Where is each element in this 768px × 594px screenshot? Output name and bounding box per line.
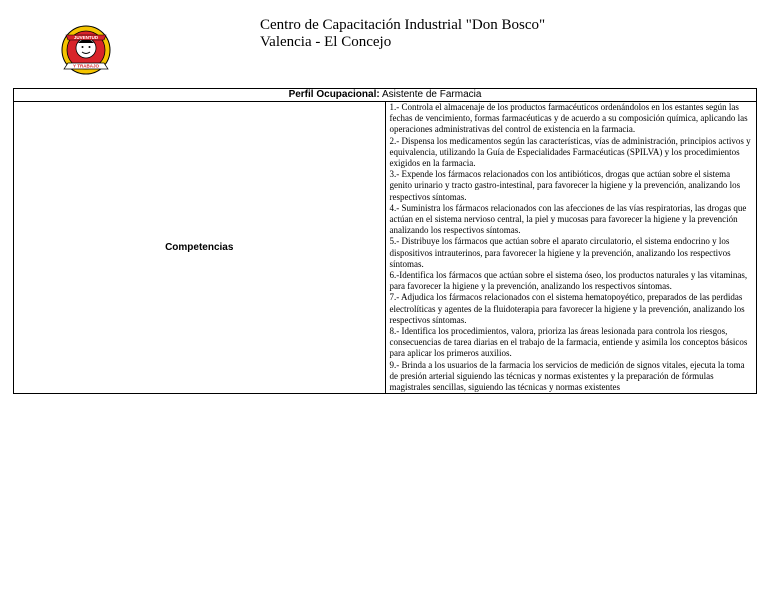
institution-header (260, 17, 545, 51)
competencia-item: 6.-Identifica los fármacos que actúan sobre el sistema óseo, los productos naturales y las vitaminas, para favorecer la higiene y la prevención, analizando los respectivos síntomas. (389, 270, 748, 292)
competencia-item: 1.- Controla el almacenaje de los productos farmacéuticos ordenándolos en los estantes según las fechas de vencimiento, formas farmacéuticas y de acuerdo a su composición química, aplicando las operaciones administrativas del control de existencia en la farmacia. (389, 102, 748, 135)
competencia-item: 3.- Expende los fármacos relacionados con los antibióticos, drogas que actúan sobre el sistema genito urinario y tracto gastro-intestinal, para favorecer la higiene y la prevención, analizando los respectivos síntomas. (389, 169, 741, 202)
institution-name: Centro de Capacitación Industrial "Don Bosco" (260, 17, 546, 33)
logo-top-text: JUVENTUD (73, 35, 99, 40)
competencia-item: 9.- Brinda a los usuarios de la farmacia los servicios de medición de signos vitales, ejecuta la toma de presión arterial siguiendo las técnicas y normas existentes y la preparación de fórmulas magistrales sencillas, siguiendo las técnicas y normas existentes (389, 359, 745, 393)
competencias-list (385, 102, 757, 394)
profile-title-label: Perfil Ocupacional: (288, 89, 380, 100)
competencias-label: Competencias (14, 102, 386, 394)
competencia-item: 5.- Distribuye los fármacos que actúan sobre el aparato circulatorio, el sistema endocrino y los dispositivos intrauterinos, para favorecer la higiene y la prevención, analizando los respectivos síntomas. (389, 236, 731, 269)
profile-title-cell (14, 89, 757, 102)
competencia-item: 8.- Identifica los procedimientos, valora, prioriza las áreas lesionada para controla los riesgos, consecuencias de tarea diarias en el trabajo de la farmacia, entiende y asimila los conceptos básicos para aplicar los primeros auxilios. (389, 326, 748, 359)
competencia-item: 2.- Dispensa los medicamentos según las características, vías de administración, principios activos y equivalencia, utilizando la Guía de Especialidades Farmacéuticas (SPILVA) y los procedimientos exigidos en la farmacia. (389, 135, 751, 169)
profile-title-value: Asistente de Farmacia (381, 89, 482, 100)
competencia-item: 4.- Suministra los fármacos relacionados con las afecciones de las vías respiratorias, las drogas que actúan en el sistema nervioso central, la piel y mucosas para favorecer la higiene y la prevención analizando los respectivos síntomas. (389, 202, 747, 236)
juventud-trabajo-logo (58, 25, 114, 77)
occupational-profile-table (13, 88, 757, 394)
competencia-item: 7.- Adjudica los fármacos relacionados con el sistema hematopoyético, preparados de las perdidas electrolíticas y agentes de la fluidoterapia para favorecer la higiene y la prevención, analizando los respectivos síntomas. (389, 292, 745, 325)
logo-bottom-text: Y TRABAJO (73, 63, 99, 69)
institution-location: Valencia - El Concejo (260, 34, 392, 50)
